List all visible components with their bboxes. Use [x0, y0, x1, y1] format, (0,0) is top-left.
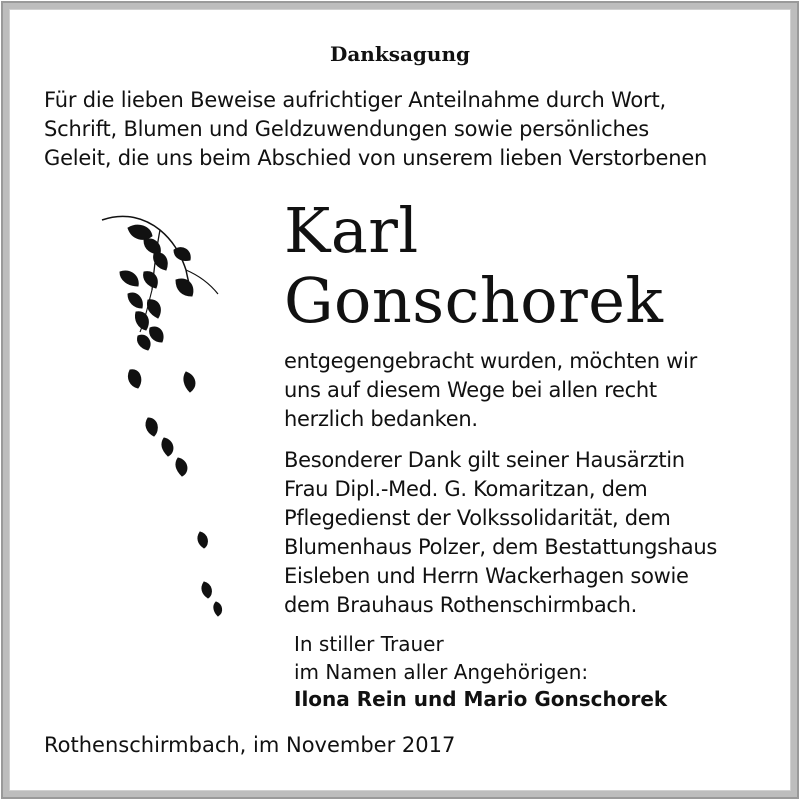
special-thanks-line: Eisleben und Herrn Wackerhagen sowie — [284, 564, 689, 588]
falling-leaves-icon — [100, 210, 240, 630]
thanks-line: uns auf diesem Wege bei allen recht — [284, 378, 657, 402]
mourning-line: im Namen aller Angehörigen: — [294, 660, 589, 684]
mourning-line: In stiller Trauer — [294, 632, 444, 656]
special-thanks-text — [284, 446, 717, 620]
special-thanks-line: Blumenhaus Polzer, dem Bestattungshaus — [284, 535, 718, 559]
deceased-last-name: Gonschorek — [284, 264, 664, 337]
intro-line: Geleit, die uns beim Abschied von unserem lieben Verstorbenen — [44, 146, 708, 170]
thanks-text — [284, 347, 697, 434]
special-thanks-line: dem Brauhaus Rothenschirmbach. — [284, 593, 638, 617]
notice-heading: Danksagung — [330, 42, 470, 66]
special-thanks-line: Besonderer Dank gilt seiner Hausärztin — [284, 448, 685, 472]
intro-line: Für die lieben Beweise aufrichtiger Anteilnahme durch Wort, — [44, 88, 666, 112]
deceased-name — [284, 196, 663, 336]
thanks-line: entgegengebracht wurden, möchten wir — [284, 349, 697, 373]
signers: Ilona Rein und Mario Gonschorek — [294, 687, 668, 711]
special-thanks-line: Pflegedienst der Volkssolidarität, dem — [284, 506, 671, 530]
intro-line: Schrift, Blumen und Geldzuwendungen sowie persönliches — [44, 117, 650, 141]
mourning-text — [294, 630, 588, 686]
special-thanks-line: Frau Dipl.-Med. G. Komaritzan, dem — [284, 477, 648, 501]
place-date: Rothenschirmbach, im November 2017 — [44, 733, 456, 757]
intro-text — [44, 86, 707, 173]
thanks-line: herzlich bedanken. — [284, 407, 478, 431]
deceased-first-name: Karl — [284, 194, 419, 267]
